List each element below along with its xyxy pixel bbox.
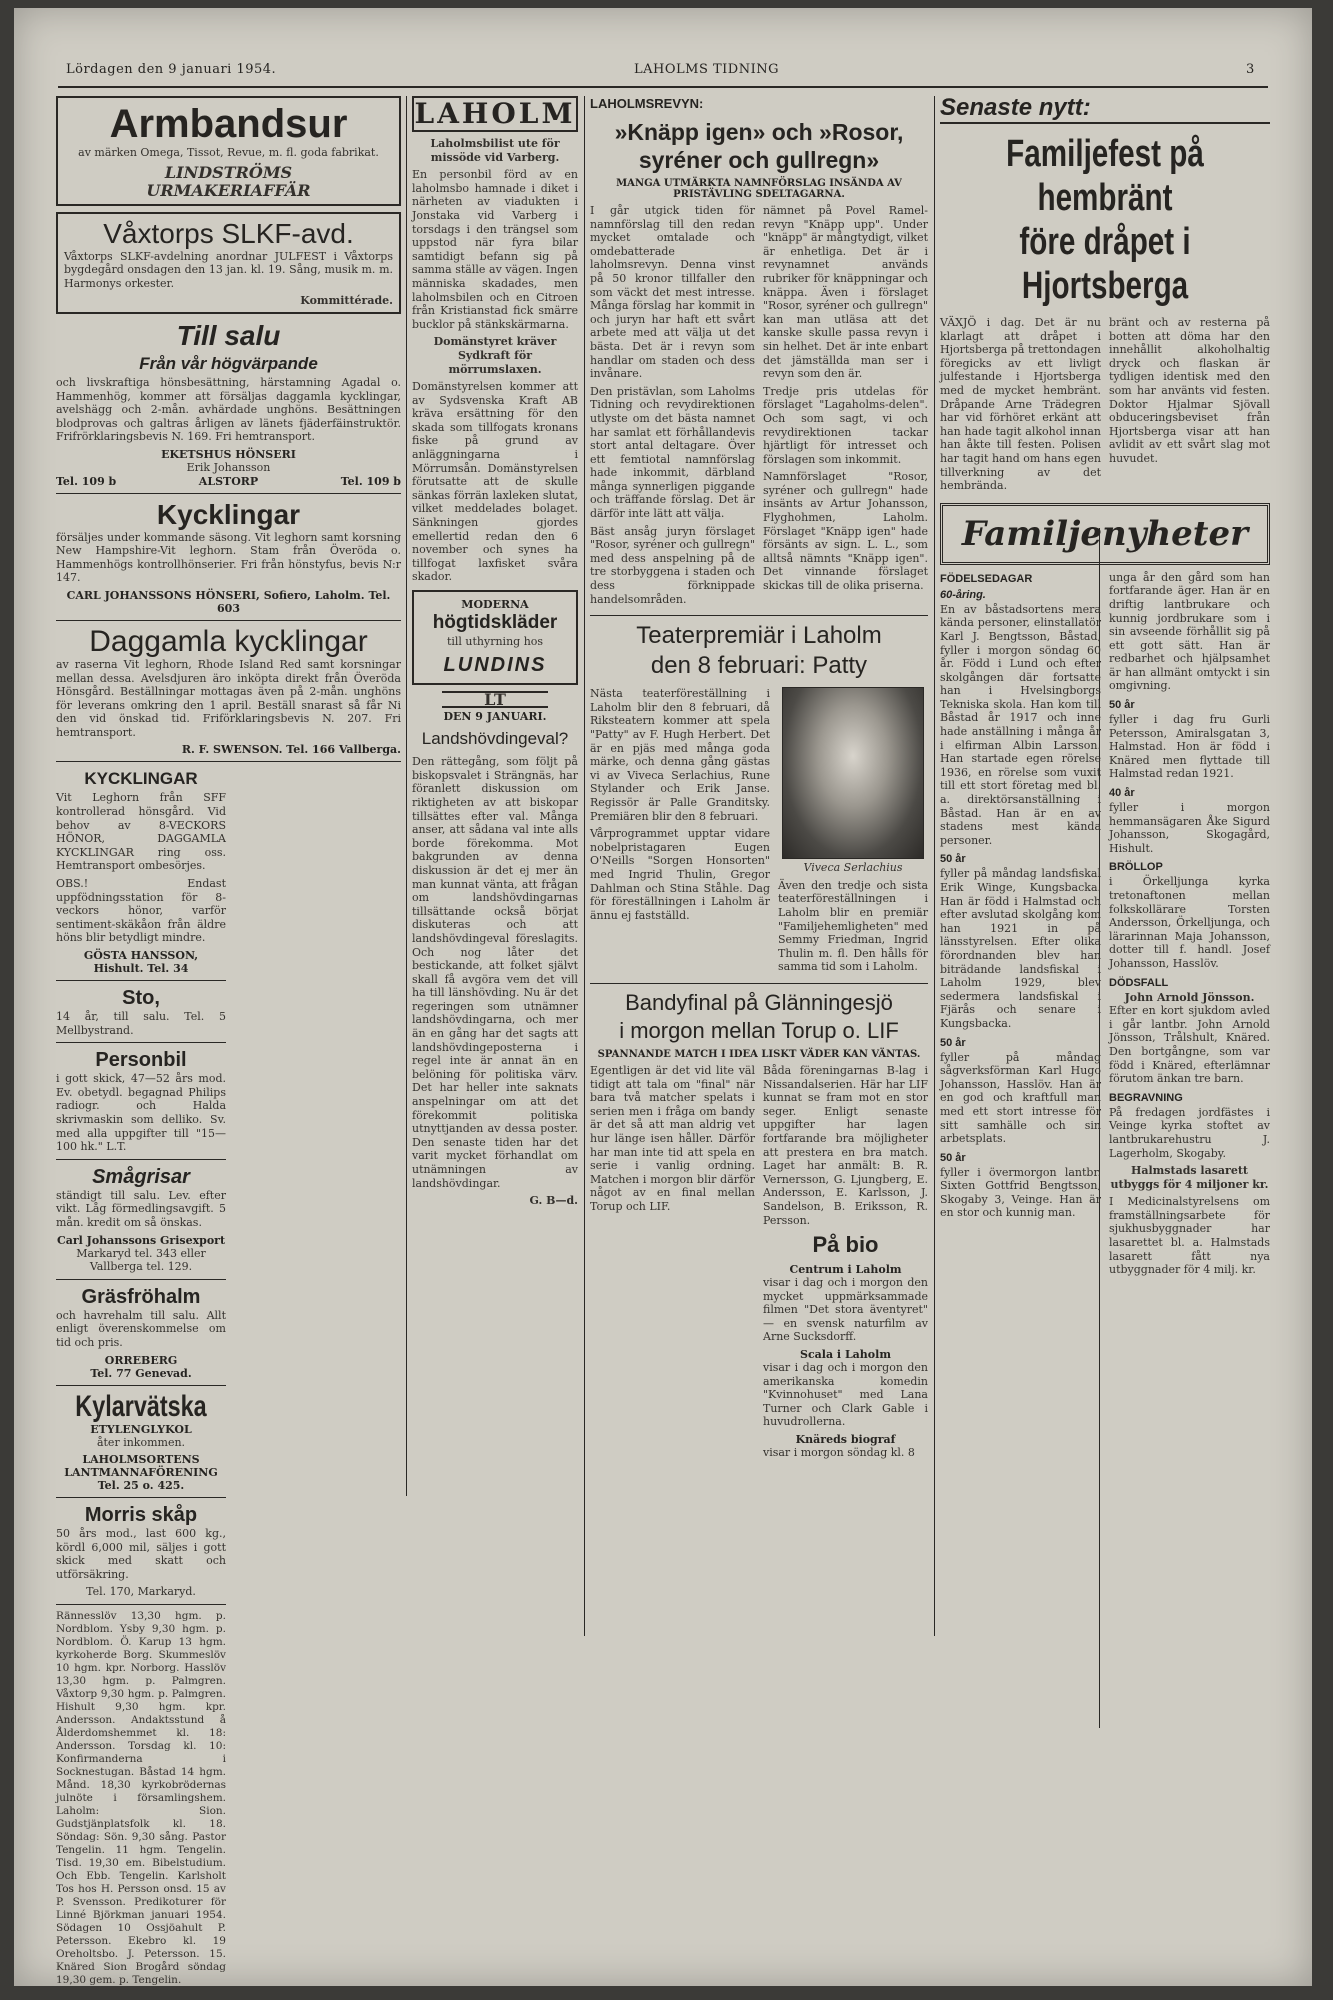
theatre-body (590, 687, 928, 978)
ad-personbil-text: i gott skick, 47—52 års mod. Ev. obetydl. begagnad Philips radiogr. och Halda skrivmaskin som delliko. Sv. med alla uppgifter till "15—100 hk." L.T. (56, 1072, 226, 1154)
ad-armbandsur-firm2: URMAKERIAFFÄR (146, 180, 311, 200)
f60-text: En av båstadsortens mera kända personer, elinstallatör Karl J. Bengtsson, Båstad, fyller i morgon söndag 60 år. Född i Lund och efter skolgången där fortsatte han i Hvelsingborgs Tekniska skola. Han kom till Båstad år 1917 och inne hade anställning i många år i elfirman Albin Larsson. Han startade egen rörelse 1936, en rörelse som vuxit till ett stort företag med bl. a. direktörsanställning i Båstad. Han är en av stadens mest kända personer. (940, 602, 1101, 847)
senaste-nytt-title: Senaste nytt: (940, 96, 1270, 124)
familjenyheter-col-right (1109, 571, 1270, 1281)
bandy-p2: Båda föreningarnas B-lag i Nissandalserien. Här har LIF kunnat se fram mot en stor seger. Enligt senaste uppgifter har lagen fortfarande bra möjligheter att prestera en bra match. Laget har anmält: B. R. Vernersson, G. Ljungberg, E. Andersson, E. Karlsson, J. Sandelson, B. Eriksson, R. Persson. (763, 1063, 928, 1227)
ad-grasfrohalm-tel: Tel. 77 Genevad. (90, 1366, 192, 1380)
ad-daggamla-title: Daggamla kycklingar (89, 624, 368, 658)
revyn-head2: syréner och gullregn» (638, 147, 880, 173)
ad-till-salu-subtitle: Från vår högvärpande (139, 353, 318, 373)
theatre-head2: den 8 februari: Patty (650, 652, 868, 680)
bandy-col-left (590, 1064, 755, 1464)
bio-sub2: Scala i Laholm (800, 1348, 891, 1362)
right-intro: unga år den gård som han fortfarande äger. Han är en driftig lantbrukare och kunnig jordbrukare som i sin avseende förhållit sig på ett gott sätt. Han är redbarhet och hjälpsamhet är han allmänt omtyckt i sin omgivning. (1109, 570, 1270, 693)
ad-lundins-moderna: MODERNA (461, 598, 529, 611)
ad-smagrisar-text: ständigt till salu. Lev. efter vikt. Låg förmedlingsavgift. 5 mån. kredit om så önskas. (56, 1188, 226, 1229)
theatre-p2: Vårprogrammet upptar vidare nobelpristagaren Eugen O'Neills "Sorgen Honsorten" med Ingrid Thulin, Gregor Dahlman och Stina Ståhle. Dag för föreställningen i Laholm är ännu ej fastställd. (590, 827, 770, 922)
divider (56, 1159, 226, 1160)
newspaper-page (14, 8, 1312, 1986)
divider (56, 1279, 226, 1280)
ad-kylarvatska-tel: Tel. 25 o. 425. (97, 1479, 185, 1493)
bandy-p1: Egentligen är det vid lite väl tidigt att tala om "final" när bara två matcher spelats i serien men i fråga om bandy är det så att man aldrig vet hur länge isen håller. Därför har man inte tid att spela en serie i vanlig ordning. Matchen i morgon blir därför något av en final mellan Torup och LIF. (590, 1063, 755, 1213)
revyn-right1: nämnet på Povel Ramel-revyn "Knäpp upp". Under "knäpp" är mångtydigt, vilket är enhetliga. Det är i revynamnet används rubriker för knäppningar och knäppa. Även i förslaget "Rosor, syréner och gullregn" kan man utläsa att det kanske skulle passa revyn i sin helhet. Det är inte enbart det jämställda man ser i revyn som den är. (763, 204, 928, 381)
lan-signature: G. B—d. (529, 1194, 578, 1208)
divider (56, 980, 226, 981)
dodsfall-title: DÖDSFALL (1109, 976, 1169, 989)
f50c-label: 50 år (940, 1151, 966, 1164)
theatre-p3: Även den tredje och sista teaterföreställningen i Laholm blir en premiär "Familjehemligheten" med Semmy Friedman, Ingrid Thulin m. fl. Den hålls för samma tid som i Laholm. (778, 878, 928, 974)
brollop-title: BRÖLLOP (1109, 861, 1163, 874)
lt-date: DEN 9 JANUARI. (443, 710, 547, 724)
begravning-text: På fredagen jordfästes i Veinge kyrka stoftet av lantbrukarehustru J. Lagerholm, Skogaby. (1109, 1105, 1270, 1160)
revyn-p2: Den pristävlan, som Laholms Tidning och revydirektionen utlyste om det bästa namnet har samlat ett förhållandevis stort antal deltagare. Över ett femtiotal namnförslag hade inkommit, därbland många synnerligen piggande och träffande förslag. Det är därför inte lätt att välja. (590, 384, 755, 521)
ad-till-salu-place: ALSTORP (198, 474, 259, 488)
r40-label: 40 år (1109, 787, 1135, 800)
bandy-sub: SPANNANDE MATCH I IDEA LISKT VÄDER KAN VÄNTAS. (597, 1048, 921, 1060)
familjefest-body (940, 316, 1270, 497)
theatre-head1: Teaterpremiär i Laholm (636, 622, 882, 650)
ad-morris-title: Morris skåp (84, 1504, 198, 1527)
ad-till-salu-tel-left: Tel. 109 b (56, 474, 117, 488)
column-laholm (230, 96, 400, 1776)
bio-title: På bio (812, 1232, 879, 1258)
ad-kycklingar-title: Kycklingar (156, 498, 301, 530)
ad-kycklingar2-text: Vit Leghorn från SFF kontrollerad hönsgård. Vid behov av 8-VECKORS HÖNOR, DAGGAMLA KYCKLINGAR ring oss. Hemtransport ombesörjes. (56, 791, 226, 873)
ad-till-salu-text: och livskraftiga hönsbesättning, härstamning Agadal o. Hammenhög, kommer att försäljas daggamla kycklingar, avelshägg och 2-mån. avhärdade unghöns. Besättningen blodprovas och galtras årligen av länets fjäderfäinstruktör. Frifrörklaringsbevis N. 169. Fri hemtransport. (56, 375, 401, 444)
ad-sto-title: Sto, (122, 987, 160, 1009)
column-divider-2 (584, 96, 585, 1636)
ad-column-narrow (56, 767, 226, 1991)
ad-armbandsur-text: av märken Omega, Tissot, Revue, m. fl. goda fabrikat. (78, 146, 379, 159)
ad-grasfrohalm-firm: ORREBERG (104, 1353, 178, 1367)
divider (56, 1385, 226, 1386)
column-divider-1 (406, 96, 407, 1496)
ad-armbandsur-title: Armbandsur (109, 102, 348, 146)
f60-label: 60-åring. (940, 588, 986, 601)
ad-till-salu-firm: EKETSHUS HÖNSERI (161, 447, 296, 461)
theatre-text (590, 687, 770, 978)
laholm-title: LAHOLM (412, 96, 578, 132)
ad-kycklingar-text: försäljes under kommande säsong. Vit leghorn samt korsning New Hampshire-Vit leghorn. Stam från Överöda o. Hammenhögs kontrollhönserier. Fri från hönstyfus, bevis N:r 147. (56, 530, 401, 585)
ad-grasfrohalm-title: Gräsfröhalm (81, 1285, 201, 1308)
revyn-col-right (763, 204, 928, 610)
laholm-p2: Domänstyrelsen kommer att av Sydsvenska Kraft AB kräva ersättning för den skada som tillfogats kronans fiske på grund av anläggningarna i Mörrumsån. Domänstyrelsen förutsatte att de skulle sänkas förrän laxleken slutat, vilket meddelades bolaget. Sänkningen gjordes emellertid redan den 6 november och synes ha tillfogat laxfisket svåra skador. (412, 380, 578, 584)
laholm-sub2: Domänstyret kräver Sydkraft för mörrumslaxen. (433, 335, 557, 376)
church-notices: Rännesslöv 13,30 hgm. p. Nordblom. Ysby 9,30 hgm. p. Nordblom. Ö. Karup 13 hgm. kyrkoherde Borg. Skummeslöv 10 hgm. kpr. Norborg. Hasslöv 13,30 hgm. p. Palmgren. Våxtorp 9,30 hgm. p. Palmgren. Hishult 9,30 hgm. kpr. Andersson. Andaktsstund å Ålderdomshemmet kl. 18: Andersson. Torsdag kl. 10: Konfirmanderna i Socknestugan. Båstad 14 hgm. Månd. 18,30 kyrkobrödernas julnöte i församlingshem. Laholm: Sion. Gudstjänplatsfolk kl. 18. Söndag: Sön. 9,30 sång. Pastor Tengelin. 11 hgm. Tengelin. Tisd. 19,30 em. Bibelstudium. Och Ebb. Tengelin. Karlsholt Tos hos H. Persson onsd. 15 av P. Svensson. Predikoturer för Linné Björkman januari 1954. Södagen 10 Ossjöahult P. Petersson. Ekebro kl. 19 Oreholtsbo. J. Petersson. 15. Knäred Sion Brogård söndag 19,30 gem. p. Tengelin. (56, 1610, 226, 1987)
ad-morris-tel: Tel. 170, Markaryd. (86, 1585, 196, 1599)
halmstad-text: I Medicinalstyrelsens om framställningsarbete för sjukhusbyggnader har lasarettet bl. a. Halmstads lasarett fått nya utbyggnader för 4 milj. kr. (1109, 1195, 1270, 1277)
halmstad-title: Halmstads lasarett utbyggs för 4 miljoner kr. (1110, 1164, 1269, 1191)
r50-label: 50 år (1109, 699, 1135, 712)
revyn-right2: Tredje pris utdelas för förslaget "Lagaholms-delen". Och som sagt, vi och revydirektionen tackar hjärtligt för intresset och förslagen som inkommit. (763, 384, 928, 466)
ad-smagrisar-addr: Markaryd tel. 343 eller Vallberga tel. 129. (76, 1246, 206, 1274)
f50b-label: 50 år (940, 1036, 966, 1049)
bio-p1: visar i dag och i morgon den mycket uppmärksammade filmen "Det stora äventyret" — en svensk naturfilm av Arne Sucksdorff. (763, 1276, 928, 1344)
familjefest-p1: VÄXJÖ i dag. Det är nu klarlagt att dråpet i Hjortsberga på trettondagen föregicks av ett livligt julfestande i Hjortsberga med de mycket hembränt. Dråpande Arne Trädegren har vid förhöret erkänt att han hade tagit alkohol innan han åkte till festen. Polisen har tagit hand om hans egen tillverkning av det hembrända. (940, 316, 1101, 493)
f50b-text: fyller på måndag sågverksförman Karl Hugo Johansson, Hasslöv. Han är en god och kraftfull man med ett stort intresse för sitt samhälle och sin arbetsplats. (940, 1050, 1101, 1146)
header-date: Lördagen den 9 januari 1954. (66, 62, 277, 77)
photo-caption: Viveca Serlachius (803, 861, 903, 875)
revyn-p3: Bäst ansåg juryn förslaget "Rosor, syréner och gullregn" med dess anspelning på de tre storbyggena i staden och dess förknippade handelsområden. (590, 524, 755, 606)
ad-kylarvatska-title: Kylarvätska (75, 1389, 207, 1423)
ad-daggamla-text: av raserna Vit leghorn, Rhode Island Red samt korsningar mellan dessa. Avelsdjuren äro inköpta direkt från Överöda Hönsgård. Beställningar mottagas även på 2-mån. unghöns för leverans omkring den 1 april. Beställ snarast så får Ni den vid önskad tid. Friförklaringsbevis N. 207. Fri hemtransport. (56, 657, 401, 739)
divider (56, 1042, 226, 1043)
laholm-p1: En personbil förd av en laholmsbo hamnade i diket i närheten av viadukten i Jonstaka vid Varberg i torsdags i den trängsel som uppstod när fyra bilar samtidigt befann sig på samma ställe av vägen. Ingen människa skadades, men laholmsbilen och en Citroen från Kristianstad fick smärre bucklor på stänkskärmarna. (412, 168, 578, 331)
lan-body: Den rättegång, som följt på biskopsvalet i Strängnäs, har föranlett diskussion om riktigheten av att biskopar tillsättes efter val. Många anser, att sådana val inte alls borde förekomma. Mot bakgrunden av denna diskussion är det ej mer än man kunnat vänta, att frågan om landshövdingarnas tillsättande också börjat diskuteras och att landshövdingeval föreslagits. Och nog låter det bestickande, att folket självt skall få avgöra vem det vill ha till länshövding. Nu är det regeringen som utnämner landshövdingarna, och mer än en gång har det sagts att landshövdingeposterna i regel inte är annat än en belöning för politiska värv. Det har heller inte saknats anspelningar om att det förekommit politiska utnyttjanden av dessa poster. Den senaste tiden har det varit mycket förhandlat om utnämningen av landshövdingar. (412, 755, 578, 1190)
ad-till-salu-tel-right: Tel. 109 b (340, 474, 401, 488)
bio-p2: visar i dag och i morgon den amerikanska komedin "Kvinnohuset" med Lana Turner och Clark Gable i huvudrollerna. (763, 1361, 928, 1429)
column-senaste-nytt (940, 96, 1270, 1776)
divider (56, 1604, 226, 1605)
bio-p3: visar i morgon söndag kl. 8 (763, 1446, 915, 1460)
ad-lundins-hogtid: högtidskläder (432, 612, 558, 633)
familjefest-p2: bränt och av resterna på botten att döma har den innehållit alkoholhaltig dryck och flaskan är tydligen identisk med den som har använts vid festen. Doktor Hjalmar Sjövall obduceringsbeviset från Hjortsberga visar att han avlidit av ett svårt slag mot huvudet. (1109, 316, 1270, 465)
revyn-sub: MANGA UTMÄRKTA NAMNFÖRSLAG INSÄNDA AV PRISTÄVLING SDELTAGARNA. (616, 178, 902, 200)
bandy-col-right (763, 1064, 928, 1464)
f50-text: fyller på måndag landsfiskal Erik Winge, Kungsbacka. Han är född i Halmstad och efter avslutad skolgång kom han 1921 in på länsstyrelsen. Efter olika förordnanden blev han biträdande landsfiskal i Laholm 1929, blev sedermera landsfiskal i Fjärås och senare i Kungsbacka. (940, 867, 1101, 1030)
ad-kylarvatska-firm2: LANTMANNAFÖRENING (64, 1466, 218, 1480)
divider (590, 983, 928, 984)
ad-smagrisar-title: Smågrisar (92, 1165, 190, 1188)
ad-kycklingar2-place: Hishult. Tel. 34 (93, 962, 189, 975)
ad-kylarvatska-text: åter inkommen. (96, 1435, 186, 1449)
revyn-section: LAHOLMSREVYN: (590, 96, 704, 111)
lan-title: Landshövdingeval? (421, 729, 569, 749)
ad-slkf-signature: Kommittérade. (300, 294, 393, 308)
dodsfall-name: John Arnold Jönsson. (1124, 990, 1255, 1004)
revyn-columns (590, 204, 928, 610)
begravning-title: BEGRAVNING (1109, 1091, 1183, 1104)
bio-sub1: Centrum i Laholm (789, 1263, 902, 1277)
familjenyheter-body (940, 571, 1270, 1281)
column-divider-3 (934, 96, 935, 1636)
ad-armbandsur-firm1: LINDSTRÖMS (164, 162, 293, 182)
f50-label: 50 år (940, 853, 966, 866)
familjefest-head1: Familjefest på hembränt (1006, 133, 1204, 219)
ad-daggamla-firm: R. F. SWENSON. Tel. 166 Vallberga. (181, 743, 401, 757)
f50c-text: fyller i övermorgon lantbr. Sixten Gottfrid Bengtsson, Skogaby 3, Veinge. Han är en stor och kunnig man. (940, 1165, 1101, 1220)
revyn-head1: »Knäpp igen» och »Rosor, (614, 119, 904, 145)
ad-kylarvatska-firm1: LAHOLMSORTENS (82, 1453, 200, 1467)
revyn-p1: I går utgick tiden för namnförslag till den redan mycket omtalade och omdebatterade laholmsrevyn. Denna vinst på 50 kronor tillfaller den som väckt det mest intresse. Många förslag har kommit in och juryn har haft ett svårt arbete med att välja ut det bästa. Det är i revyn som handlar om staden och dess invånare. (590, 204, 755, 381)
dodsfall-text: Efter en kort sjukdom avled i går lantbr. John Arnold Jönsson, Trålshult, Knäred. Den bortgångne, som var född i Knäred, efterlämnar förutom änkan tre barn. (1109, 1004, 1270, 1086)
ad-morris-text: 50 års mod., last 600 kg., kördl 6,000 mil, säljes i gott skick med skatt och utförsäkring. (56, 1527, 226, 1581)
header-rule (58, 86, 1268, 88)
header-paper-name: LAHOLMS TIDNING (634, 62, 779, 77)
fodelsedagar-title: FÖDELSEDAGAR (940, 572, 1033, 585)
header-page-number: 3 (1246, 62, 1255, 77)
ad-lundins-name: LUNDINS (443, 653, 547, 676)
familjefest-head2: före dråpet i Hjortsberga (1019, 221, 1191, 307)
ad-kycklingar2-firm: GÖSTA HANSSON, (83, 949, 199, 962)
ad-kycklingar2-title: KYCKLINGAR (84, 769, 198, 789)
viveca-serlachius-photo (782, 687, 924, 859)
theatre-p1: Nästa teaterföreställning i Laholm blir den 8 februari, då Riksteatern kommer att spela "Patty" av F. Hugh Herbert. Det är en pjäs med många goda märke, och denna gång gästas vi av Viveca Serlachius, Rune Stylander och Erik Janse. Regissör är Palle Granditsky. Premiären blir den 8 februari. (590, 687, 770, 823)
column-revyn (590, 96, 928, 1776)
divider (56, 1497, 226, 1498)
familjenyheter-banner: Familjenyheter (940, 503, 1270, 565)
ad-grasfrohalm-text: och havrehalm till salu. Allt enligt överenskommelse om tid och pris. (56, 1308, 226, 1349)
ad-personbil-title: Personbil (95, 1049, 187, 1072)
r50-text: fyller i dag fru Gurli Petersson, Amiralsgatan 3, Halmstad. Hon är född i Knäred men flyttade till Halmstad redan 1921. (1109, 713, 1270, 781)
bio-sub3: Knäreds biograf (795, 1433, 896, 1447)
ad-lundins-uthyrning: till uthyrning hos (446, 635, 544, 648)
bandy-head2: i morgon mellan Torup o. LIF (619, 1017, 899, 1043)
revyn-col-left (590, 204, 755, 610)
ad-slkf-text: Våxtorps SLKF-avdelning anordnar JULFEST i Våxtorps bygdegård onsdagen den 13 jan. kl. 19. Sång, musik m. m. Harmonys orkester. (64, 249, 393, 290)
column-local-news (412, 96, 578, 1776)
theatre-photo-block (778, 687, 928, 978)
ad-till-salu-owner: Erik Johansson (186, 460, 271, 474)
ad-slkf-title: Våxtorps SLKF-avd. (103, 217, 354, 249)
ad-till-salu-title: Till salu (176, 319, 281, 351)
lt-logo: LT (442, 691, 548, 709)
r40-text: fyller i morgon hemmansägaren Åke Sigurd Johansson, Skogagård, Hishult. (1109, 801, 1270, 855)
divider (590, 615, 928, 616)
ad-kycklingar2-note: OBS.! Endast uppfödningsstation för 8-veckors hönor, varför sentiment-skäkåon från äldre höns blir betydligt mindre. (56, 877, 226, 945)
ad-smagrisar-firm: Carl Johanssons Grisexport (56, 1233, 226, 1247)
familjenyheter-col-left (940, 571, 1101, 1281)
brollop-text: i Örkelljunga kyrka tretonaftonen mellan folkskollärare Torsten Andersson, Örkelljunga, och lärarinnan Maja Johansson, dotter till f. handl. Josef Johansson, Hasslöv. (1109, 875, 1270, 970)
ad-sto-text: 14 år, till salu. Tel. 5 Mellbystrand. (56, 1010, 226, 1037)
ad-lundins (412, 590, 578, 685)
bandy-body (590, 1064, 928, 1464)
ad-kylarvatska-product: ETYLENGLYKOL (90, 1422, 192, 1436)
ad-kycklingar-firm: CARL JOHANSSONS HÖNSERI, Sofiero, Laholm. Tel. 603 (66, 588, 391, 615)
laholm-sub1: Laholmsbilist ute för missöde vid Varberg. (430, 137, 560, 164)
bandy-head1: Bandyfinal på Glänningesjö (625, 989, 893, 1015)
revyn-right3: Namnförslaget "Rosor, syréner och gullregn" hade insänts av Artur Johansson, Flyghohmen, Laholm. Förslaget "Knäpp igen" hade försänts av sign. L. L., som alltså nämnts "Knäpp igen". Det vinnande förslaget skickas till de olika priserna. (763, 470, 928, 593)
